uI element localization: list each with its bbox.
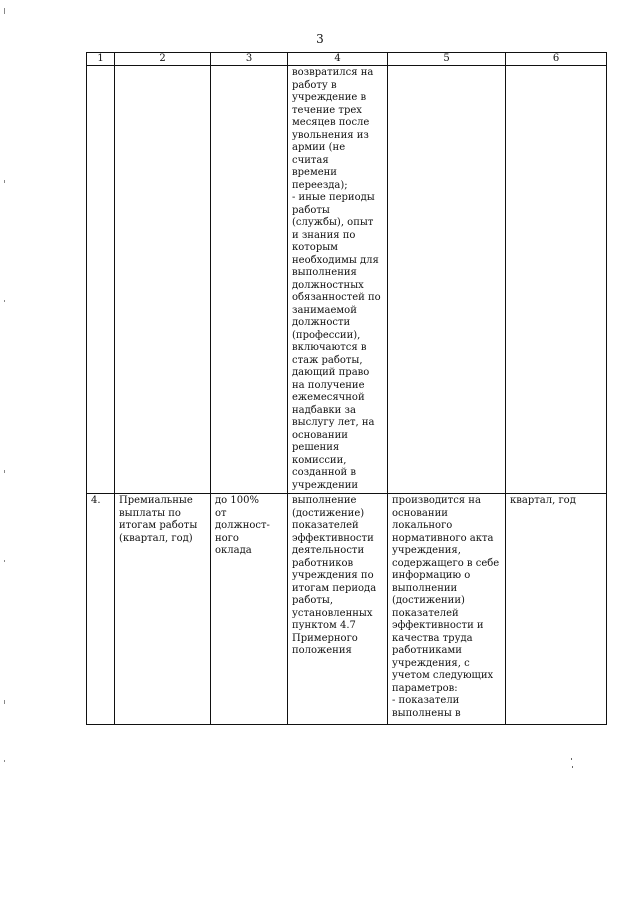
cell-text: возвратился на работу в учреждение в течение трех месяцев после увольнения из армии (не считая времени переезда); - иные периоды работы (службы), опыт и знания по которым необходимы для выполнения должностных обязанностей по занимаемой должности (профессии), включаются в стаж работы, дающий право на получение ежемесячной надбавки за выслугу лет, на основании решения комиссии, созданной в учреждении (292, 67, 381, 491)
column-header-6: 6 (506, 53, 607, 66)
column-header-5: 5 (388, 53, 506, 66)
table-cell (388, 66, 506, 494)
document-table (86, 52, 607, 725)
cell-text: до 100% от должност- ного оклада (215, 495, 270, 556)
table-cell-number (87, 494, 115, 725)
table-cell (506, 66, 607, 494)
cell-text: квартал, год (510, 495, 576, 506)
table-cell-condition (288, 494, 388, 725)
table-cell (211, 66, 288, 494)
table-cell (87, 66, 115, 494)
table-cell-period (506, 494, 607, 725)
table-cell-amount (211, 494, 288, 725)
column-header-2: 2 (115, 53, 211, 66)
cell-text: Премиальные выплаты по итогам работы (квартал, год) (119, 495, 198, 544)
cell-text: выполнение (достижение) показателей эффективности деятельности работников учреждения по итогам периода работы, установленных пунктом 4.7 Примерного положения (292, 495, 377, 656)
scan-mark-right (571, 758, 572, 760)
scan-mark-right-2 (572, 766, 573, 768)
cell-text: производится на основании локального нормативного акта учреждения, содержащего в себе информацию о выполнении (достижении) показателей эффективности и качества труда работниками учреждения, с учетом следующих параметров: - показатели выполнены в (392, 495, 500, 719)
table-cell (288, 66, 388, 494)
scan-edge-marks (4, 0, 7, 905)
page-number: 3 (316, 32, 324, 46)
table-cell-procedure (388, 494, 506, 725)
table-row-4 (87, 494, 607, 725)
column-header-4: 4 (288, 53, 388, 66)
cell-text: 4. (91, 495, 101, 506)
table-header-row (87, 53, 607, 66)
table-cell (115, 66, 211, 494)
column-header-3: 3 (211, 53, 288, 66)
column-header-1: 1 (87, 53, 115, 66)
table-cell-payment-type (115, 494, 211, 725)
table-row-continuation (87, 66, 607, 494)
